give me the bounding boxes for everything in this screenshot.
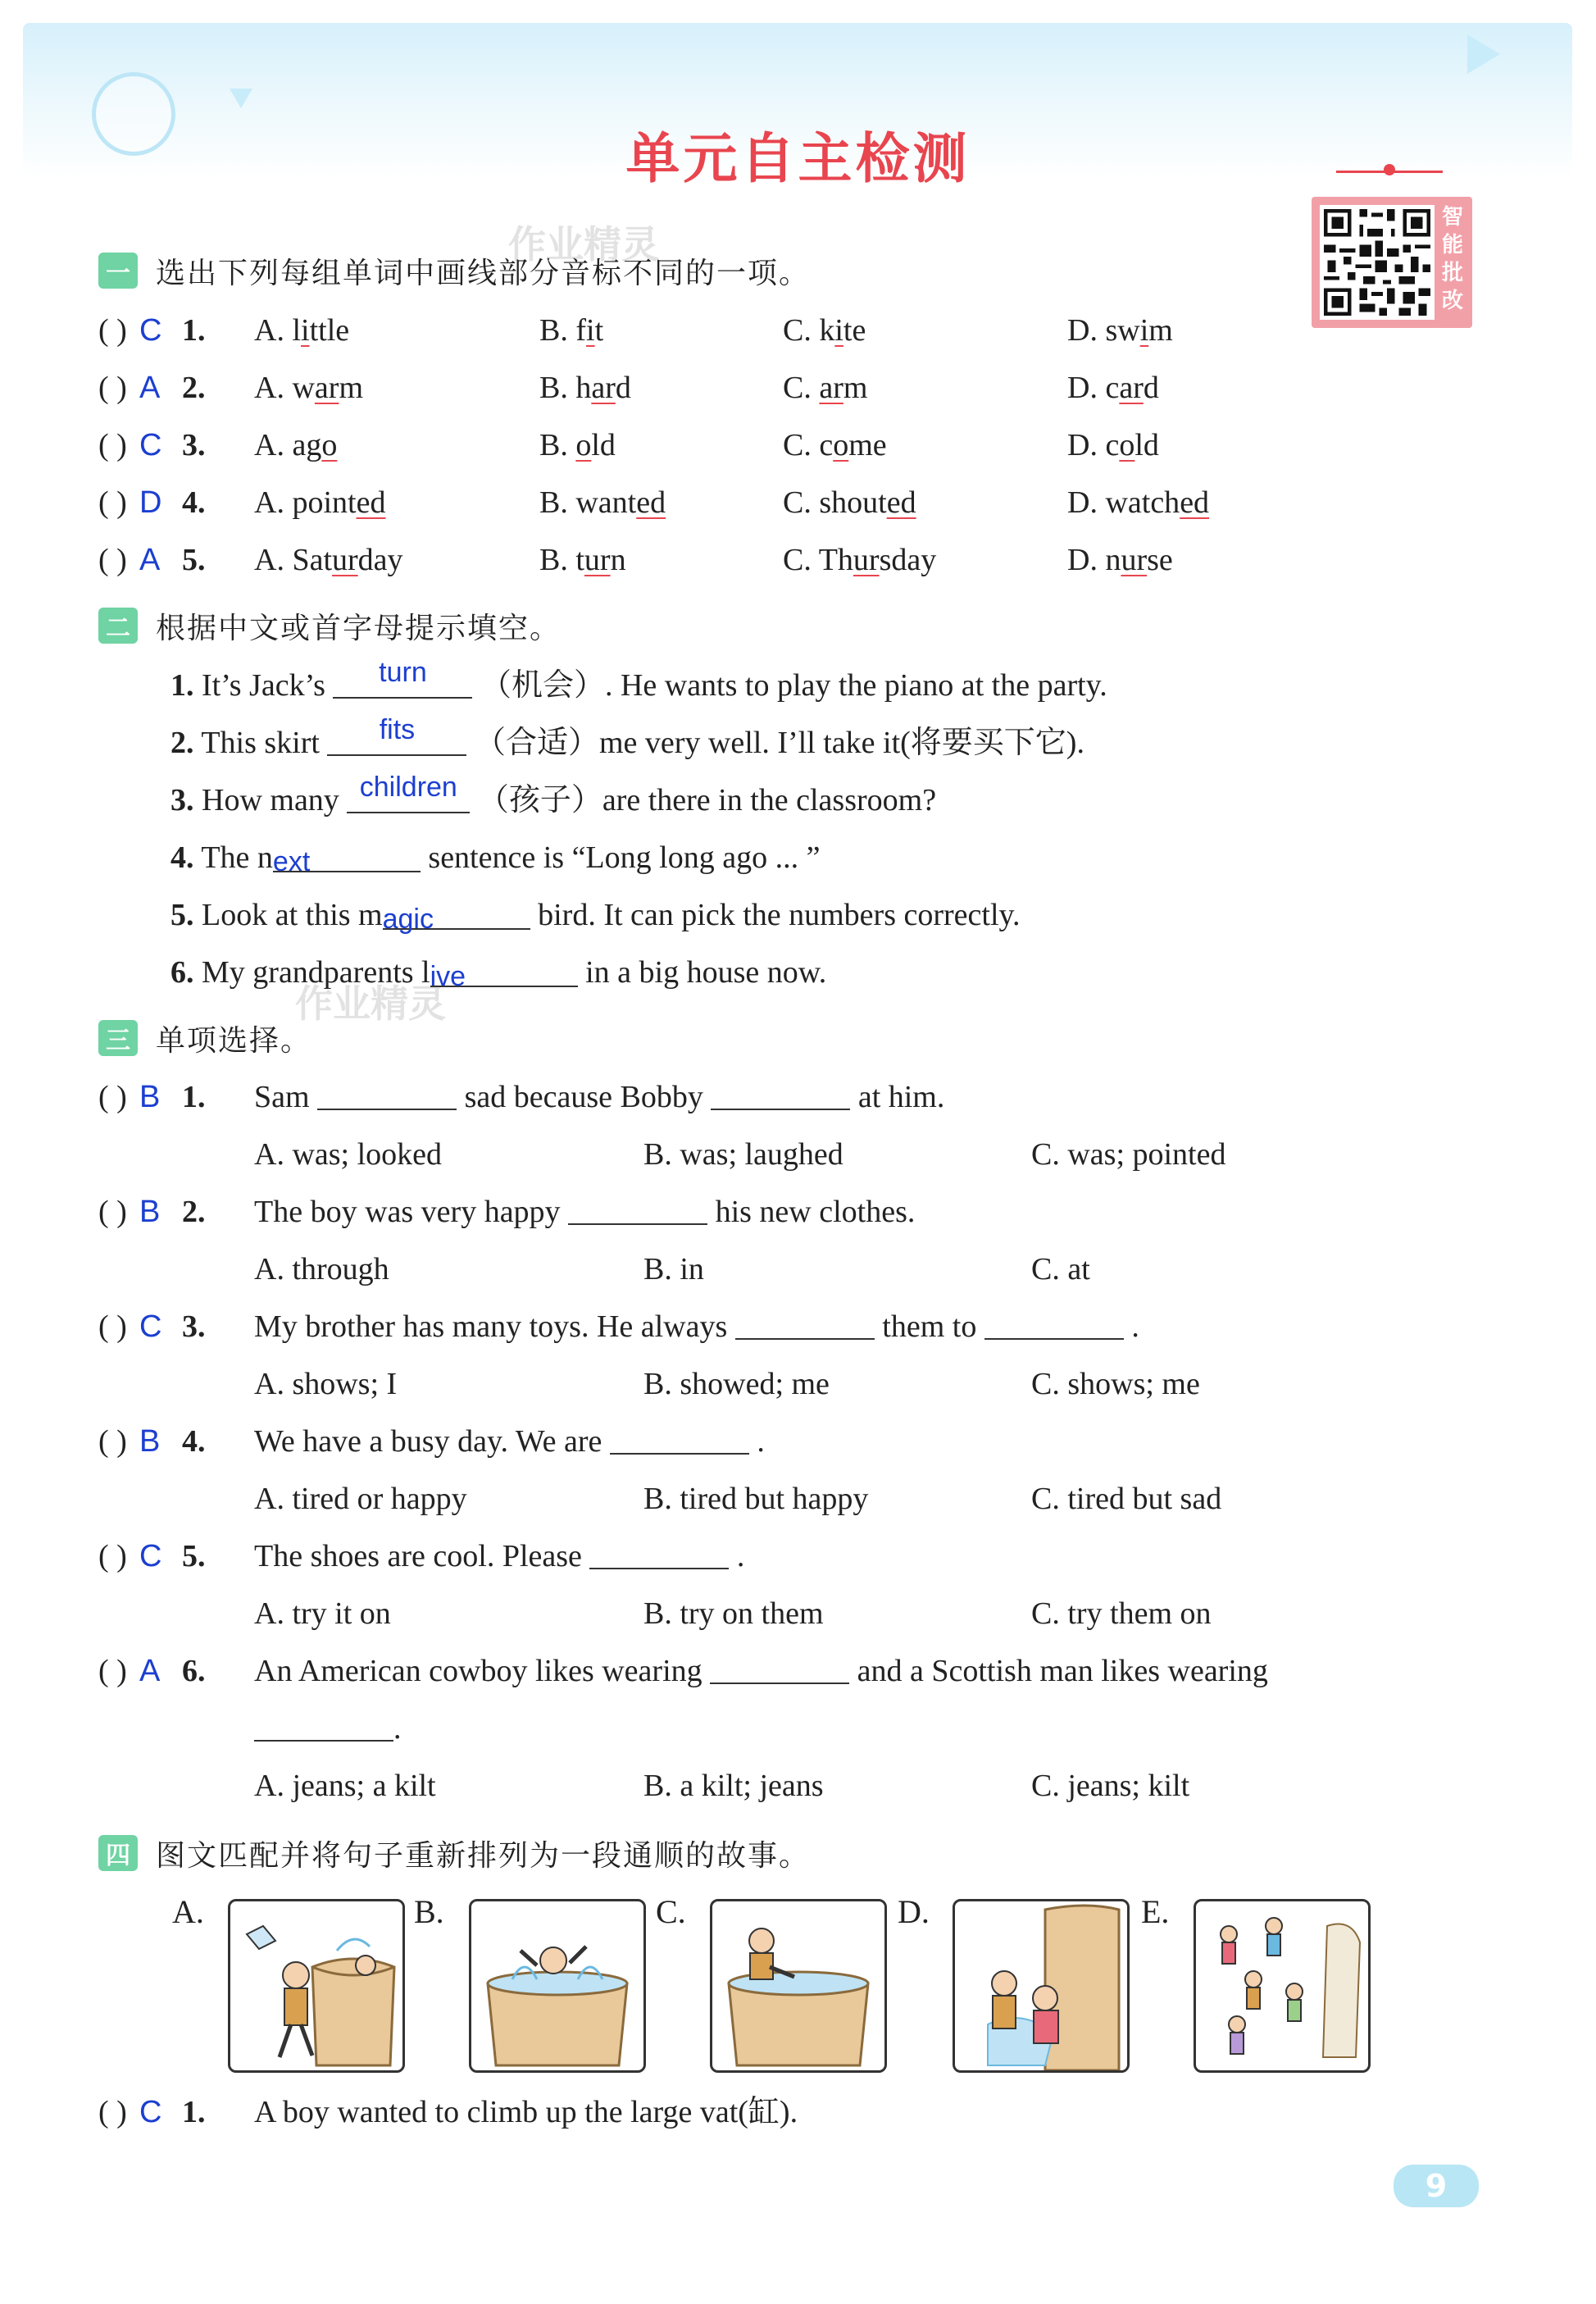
answer-letter: C bbox=[139, 428, 162, 462]
question-number: 4. bbox=[182, 485, 206, 520]
option-letter: A. bbox=[254, 313, 284, 348]
option-b bbox=[539, 307, 603, 353]
section-instruction: 选出下列每组单词中画线部分音标不同的一项。 bbox=[156, 256, 811, 290]
option-a bbox=[254, 480, 385, 526]
answer-blank[interactable] bbox=[333, 657, 472, 699]
word-part: f bbox=[575, 313, 587, 348]
answer-paren: ( ) bbox=[98, 313, 127, 348]
sentence-end: （合适）me very well. I’ll take it(将要买下它). bbox=[474, 726, 1084, 760]
underlined-part: ur bbox=[332, 543, 358, 577]
option-letter: C. bbox=[783, 428, 812, 462]
question-number: 1. bbox=[171, 668, 194, 703]
sentence-end: （孩子）are there in the classroom? bbox=[477, 783, 937, 817]
word-part: sday bbox=[879, 543, 937, 577]
option-letter: B. bbox=[539, 428, 568, 462]
word-part: ttle bbox=[309, 313, 350, 348]
picture-c bbox=[710, 1899, 887, 2073]
option-letter: C. bbox=[783, 543, 812, 577]
answer-letter: C bbox=[139, 1539, 162, 1573]
page-number: 9 bbox=[1394, 2165, 1479, 2207]
option-letter: C. bbox=[783, 371, 812, 405]
question-stem bbox=[254, 1533, 744, 1579]
answer-fill: fits bbox=[379, 714, 416, 745]
option-b[interactable]: B. try on them bbox=[643, 1596, 824, 1631]
option-c bbox=[783, 307, 866, 353]
option-a[interactable]: A. try it on bbox=[254, 1596, 391, 1631]
answer-blank[interactable] bbox=[272, 838, 421, 877]
option-c[interactable]: C. tired but sad bbox=[1031, 1482, 1222, 1516]
option-letter: D. bbox=[1067, 313, 1098, 348]
underlined-part: o bbox=[321, 428, 338, 462]
option-c[interactable]: C. shows; me bbox=[1031, 1367, 1200, 1401]
question-number: 1. bbox=[182, 2095, 206, 2129]
answer-blank[interactable] bbox=[317, 1076, 457, 1110]
qr-code-block[interactable] bbox=[1312, 164, 1472, 328]
answer-paren: ( ) bbox=[98, 1654, 127, 1688]
fill-blank-row bbox=[171, 772, 937, 823]
option-c bbox=[783, 537, 936, 583]
option-c[interactable]: C. at bbox=[1031, 1252, 1090, 1286]
answer-paren: ( ) bbox=[98, 428, 127, 462]
option-d bbox=[1067, 307, 1173, 353]
underlined-part: ar bbox=[591, 371, 616, 405]
option-letter: B. bbox=[539, 543, 568, 577]
option-letter: B. bbox=[539, 313, 568, 348]
answer-paren: ( ) bbox=[98, 2095, 127, 2129]
question-row bbox=[0, 480, 1596, 526]
answer-blank[interactable] bbox=[735, 1305, 875, 1340]
word-part: l bbox=[292, 313, 302, 348]
stem-text: and a Scottish man likes wearing bbox=[857, 1654, 1268, 1688]
section-badge: 三 bbox=[98, 1020, 138, 1056]
option-b[interactable]: B. tired but happy bbox=[643, 1482, 869, 1516]
section-badge: 二 bbox=[98, 608, 138, 644]
answer-letter: C bbox=[139, 2095, 162, 2129]
stem-text: his new clothes. bbox=[715, 1195, 916, 1229]
question-row bbox=[0, 365, 1596, 411]
question-row bbox=[0, 537, 1596, 583]
stem-text: . bbox=[736, 1539, 745, 1573]
option-letter: A. bbox=[254, 428, 284, 462]
stem-text: The boy was very happy bbox=[254, 1195, 561, 1229]
picture-e bbox=[1194, 1899, 1371, 2073]
section-instruction: 图文匹配并将句子重新排列为一段通顺的故事。 bbox=[156, 1838, 811, 1873]
word-part: se bbox=[1147, 543, 1173, 577]
stem-text: them to bbox=[882, 1309, 977, 1344]
fill-blank-row bbox=[171, 892, 1021, 938]
question-number: 5. bbox=[171, 898, 194, 932]
answer-fill: children bbox=[359, 772, 457, 803]
stem-text: . bbox=[393, 1711, 402, 1746]
option-d bbox=[1067, 480, 1209, 526]
sentence-start: How many bbox=[202, 783, 339, 817]
option-row bbox=[0, 1361, 1596, 1407]
underlined-part: ur bbox=[1121, 543, 1148, 577]
option-b[interactable]: B. in bbox=[643, 1252, 704, 1286]
option-letter: D. bbox=[1067, 371, 1098, 405]
question-number: 2. bbox=[182, 371, 206, 405]
word-part: w bbox=[292, 371, 315, 405]
underlined-part: i bbox=[834, 313, 843, 348]
underlined-part: ar bbox=[1119, 371, 1144, 405]
question-number: 1. bbox=[182, 313, 206, 348]
underlined-part: ar bbox=[314, 371, 339, 405]
question-number: 5. bbox=[182, 1539, 206, 1573]
word-part: want bbox=[575, 485, 637, 520]
question-number: 1. bbox=[182, 1080, 206, 1114]
stem-text: An American cowboy likes wearing bbox=[254, 1654, 703, 1688]
question-number: 6. bbox=[171, 955, 194, 990]
watermark: 作业精灵 bbox=[295, 981, 446, 1026]
sentence-end: bird. It can pick the numbers correctly. bbox=[538, 898, 1021, 932]
word-part: Th bbox=[818, 543, 853, 577]
answer-letter: A bbox=[139, 543, 161, 577]
stem-text: We have a busy day. We are bbox=[254, 1424, 602, 1459]
option-letter: D. bbox=[1067, 543, 1098, 577]
story-sentence: A boy wanted to climb up the large vat(缸). bbox=[254, 2095, 798, 2129]
sentence-end: in a big house now. bbox=[585, 955, 827, 990]
word-part: k bbox=[819, 313, 835, 348]
section-instruction: 根据中文或首字母提示填空。 bbox=[156, 611, 562, 645]
word-part: m bbox=[1148, 313, 1173, 348]
option-a bbox=[254, 422, 337, 468]
answer-blank[interactable] bbox=[347, 772, 470, 813]
word-part: t bbox=[575, 543, 584, 577]
word-part: h bbox=[575, 371, 592, 405]
option-b bbox=[539, 365, 631, 411]
word-part: n bbox=[1105, 543, 1121, 577]
answer-fill: ext bbox=[272, 846, 311, 877]
question-row bbox=[0, 307, 1596, 353]
option-b bbox=[539, 480, 666, 526]
option-row bbox=[0, 1476, 1596, 1522]
option-a[interactable]: A. jeans; a kilt bbox=[254, 1769, 436, 1803]
underlined-part: ed bbox=[636, 485, 666, 520]
option-c bbox=[783, 480, 916, 526]
sentence-start: It’s Jack’s bbox=[202, 668, 325, 703]
answer-fill: ive bbox=[430, 961, 466, 992]
underlined-part: ed bbox=[1180, 485, 1210, 520]
underlined-part: ar bbox=[819, 371, 843, 405]
answer-blank[interactable] bbox=[382, 895, 530, 935]
option-a[interactable]: A. was; looked bbox=[254, 1137, 443, 1172]
option-letter: D. bbox=[1067, 428, 1098, 462]
boy-on-vat-rim-icon bbox=[712, 1901, 884, 2070]
sentence-start: Look at this bbox=[202, 898, 351, 932]
question-number: 2. bbox=[182, 1195, 206, 1229]
answer-blank[interactable] bbox=[430, 953, 578, 992]
hanger-pin bbox=[1384, 164, 1395, 175]
mc-question-row bbox=[0, 1648, 1596, 1694]
option-c[interactable]: C. try them on bbox=[1031, 1596, 1212, 1631]
word-part: m bbox=[339, 371, 363, 405]
answer-blank[interactable] bbox=[327, 714, 466, 756]
word-part: t bbox=[594, 313, 604, 348]
stem-text: . bbox=[1131, 1309, 1139, 1344]
word-part: ld bbox=[591, 428, 616, 462]
sentence-start: The bbox=[201, 840, 250, 875]
underlined-part: o bbox=[833, 428, 849, 462]
question-number: 4. bbox=[182, 1424, 206, 1459]
picture-label-b: B. bbox=[414, 1893, 444, 1930]
question-stem-wrap bbox=[254, 1705, 402, 1751]
option-a bbox=[254, 365, 363, 411]
picture-label-e: E. bbox=[1141, 1893, 1170, 1930]
answer-paren: ( ) bbox=[98, 1195, 127, 1229]
option-letter: D. bbox=[1067, 485, 1098, 520]
question-stem bbox=[254, 1304, 1139, 1350]
word-part: te bbox=[843, 313, 866, 348]
word-part: day bbox=[357, 543, 403, 577]
option-a[interactable]: A. shows; I bbox=[254, 1367, 398, 1401]
option-row bbox=[0, 1132, 1596, 1177]
option-c bbox=[783, 365, 867, 411]
underlined-part: o bbox=[1119, 428, 1135, 462]
question-number: 3. bbox=[182, 428, 206, 462]
question-number: 5. bbox=[182, 543, 206, 577]
option-b[interactable]: B. a kilt; jeans bbox=[643, 1769, 824, 1803]
sentence-start: This skirt bbox=[201, 726, 320, 760]
mc-question-row bbox=[0, 1074, 1596, 1120]
sentence-end: sentence is “Long long ago ... ” bbox=[428, 840, 821, 875]
underlined-part: o bbox=[575, 428, 592, 462]
fill-blank-row bbox=[171, 949, 826, 995]
underlined-part: ur bbox=[853, 543, 880, 577]
fill-blank-row bbox=[171, 714, 1084, 766]
fill-blank-row bbox=[171, 657, 1107, 708]
answer-blank[interactable] bbox=[984, 1305, 1124, 1340]
option-row bbox=[0, 1591, 1596, 1637]
stem-text: at him. bbox=[857, 1080, 945, 1114]
word-part: me bbox=[848, 428, 887, 462]
question-number: 3. bbox=[171, 783, 194, 817]
watermark: 作业精灵 bbox=[508, 222, 659, 266]
option-c bbox=[783, 422, 887, 468]
option-a bbox=[254, 537, 403, 583]
answer-letter: A bbox=[139, 371, 161, 405]
question-stem bbox=[254, 1648, 1268, 1694]
picture-label-c: C. bbox=[656, 1893, 686, 1930]
option-b[interactable]: B. was; laughed bbox=[643, 1137, 843, 1172]
underlined-part: i bbox=[1139, 313, 1149, 348]
sentence-start: My grandparents bbox=[202, 955, 414, 990]
option-row bbox=[0, 1763, 1596, 1809]
option-c[interactable]: C. jeans; kilt bbox=[1031, 1769, 1190, 1803]
answer-fill: turn bbox=[379, 657, 427, 688]
answer-fill: agic bbox=[382, 904, 434, 935]
answer-paren: ( ) bbox=[98, 485, 127, 520]
section-header-3 bbox=[98, 1013, 311, 1063]
option-letter: A. bbox=[254, 543, 284, 577]
underlined-part: ur bbox=[584, 543, 611, 577]
picture-d bbox=[953, 1899, 1130, 2073]
qr-tag-label: 智 能 批 改 bbox=[1441, 205, 1463, 313]
option-letter: A. bbox=[254, 371, 284, 405]
word-part: c bbox=[819, 428, 834, 462]
answer-paren: ( ) bbox=[98, 1539, 127, 1573]
option-letter: A. bbox=[254, 485, 284, 520]
answer-letter: C bbox=[139, 313, 162, 348]
option-letter: C. bbox=[783, 485, 812, 520]
option-letter: B. bbox=[539, 371, 568, 405]
word-part: watch bbox=[1105, 485, 1180, 520]
answer-blank[interactable] bbox=[610, 1420, 749, 1455]
question-row bbox=[0, 422, 1596, 468]
picture-a bbox=[228, 1899, 405, 2073]
children-running-icon bbox=[1196, 1901, 1368, 2070]
section-header-1 bbox=[98, 246, 810, 295]
section-badge: 一 bbox=[98, 253, 138, 289]
option-b[interactable]: B. showed; me bbox=[643, 1367, 830, 1401]
answer-letter: B bbox=[139, 1424, 161, 1459]
answer-blank[interactable] bbox=[254, 1707, 393, 1742]
option-letter: B. bbox=[539, 485, 568, 520]
option-b bbox=[539, 537, 626, 583]
answer-paren: ( ) bbox=[98, 1080, 127, 1114]
boy-in-water-icon bbox=[471, 1901, 643, 2070]
word-part: shout bbox=[819, 485, 887, 520]
answer-letter: C bbox=[139, 1309, 162, 1344]
section-instruction: 单项选择。 bbox=[156, 1023, 312, 1058]
option-a bbox=[254, 307, 349, 353]
mc-question-row bbox=[0, 1533, 1596, 1579]
word-part: d bbox=[615, 371, 631, 405]
stem-text: The shoes are cool. Please bbox=[254, 1539, 582, 1573]
hint-letter: n bbox=[257, 840, 273, 875]
stem-text: Sam bbox=[254, 1080, 310, 1114]
word-part: c bbox=[1105, 428, 1120, 462]
fill-blank-row bbox=[171, 835, 820, 881]
word-part: Sat bbox=[292, 543, 333, 577]
underlined-part: i bbox=[301, 313, 310, 348]
mc-question-row bbox=[0, 1189, 1596, 1235]
answer-blank[interactable] bbox=[589, 1535, 729, 1569]
option-d bbox=[1067, 537, 1173, 583]
boy-climbing-vat-icon bbox=[230, 1901, 402, 2070]
page-title: 单元自主检测 bbox=[625, 127, 971, 190]
picture-label-d: D. bbox=[898, 1893, 930, 1930]
answer-letter: D bbox=[139, 485, 162, 520]
option-a[interactable]: A. tired or happy bbox=[254, 1482, 467, 1516]
answer-blank[interactable] bbox=[710, 1650, 849, 1684]
question-number: 3. bbox=[182, 1309, 206, 1344]
underlined-part: ed bbox=[356, 485, 386, 520]
stem-text: My brother has many toys. He always bbox=[254, 1309, 728, 1344]
word-part: sw bbox=[1105, 313, 1140, 348]
picture-label-a: A. bbox=[172, 1893, 204, 1930]
question-stem bbox=[254, 1189, 915, 1235]
stem-text: . bbox=[757, 1424, 765, 1459]
qr-code-icon[interactable] bbox=[1320, 205, 1435, 320]
underlined-part: ed bbox=[886, 485, 916, 520]
answer-letter: A bbox=[139, 1654, 161, 1688]
hint-letter: m bbox=[358, 898, 383, 932]
option-d bbox=[1067, 422, 1159, 468]
answer-paren: ( ) bbox=[98, 1309, 127, 1344]
word-part: n bbox=[610, 543, 626, 577]
story-sentence-row bbox=[0, 2089, 1596, 2135]
answer-paren: ( ) bbox=[98, 371, 127, 405]
question-stem bbox=[254, 1074, 944, 1120]
decor-triangle bbox=[230, 89, 252, 108]
stem-text: sad because Bobby bbox=[464, 1080, 703, 1114]
word-part: c bbox=[1105, 371, 1120, 405]
question-number: 2. bbox=[171, 726, 194, 760]
word-part: ag bbox=[292, 428, 322, 462]
option-a[interactable]: A. through bbox=[254, 1252, 389, 1286]
answer-paren: ( ) bbox=[98, 1424, 127, 1459]
option-letter: C. bbox=[783, 313, 812, 348]
option-row bbox=[0, 1246, 1596, 1292]
word-part: m bbox=[843, 371, 868, 405]
answer-blank[interactable] bbox=[568, 1191, 707, 1225]
option-d bbox=[1067, 365, 1159, 411]
section-badge: 四 bbox=[98, 1835, 138, 1871]
sentence-end: （机会）. He wants to play the piano at the party. bbox=[480, 668, 1107, 703]
broken-vat-rescue-icon bbox=[955, 1901, 1127, 2070]
word-part: ld bbox=[1134, 428, 1159, 462]
question-stem bbox=[254, 1418, 765, 1464]
option-c[interactable]: C. was; pointed bbox=[1031, 1137, 1226, 1172]
question-number: 4. bbox=[171, 840, 194, 875]
section-header-4 bbox=[98, 1828, 810, 1878]
decor-triangle bbox=[1467, 34, 1500, 74]
question-number: 6. bbox=[182, 1654, 206, 1688]
answer-blank[interactable] bbox=[711, 1076, 850, 1110]
hint-letter: l bbox=[421, 955, 430, 990]
answer-letter: B bbox=[139, 1195, 161, 1229]
word-part: point bbox=[292, 485, 357, 520]
mc-question-row bbox=[0, 1304, 1596, 1350]
answer-paren: ( ) bbox=[98, 543, 127, 577]
picture-b bbox=[469, 1899, 646, 2073]
word-part: d bbox=[1143, 371, 1159, 405]
answer-letter: B bbox=[139, 1080, 161, 1114]
underlined-part: i bbox=[586, 313, 595, 348]
option-b bbox=[539, 422, 616, 468]
mc-question-row bbox=[0, 1418, 1596, 1464]
section-header-2 bbox=[98, 601, 561, 650]
